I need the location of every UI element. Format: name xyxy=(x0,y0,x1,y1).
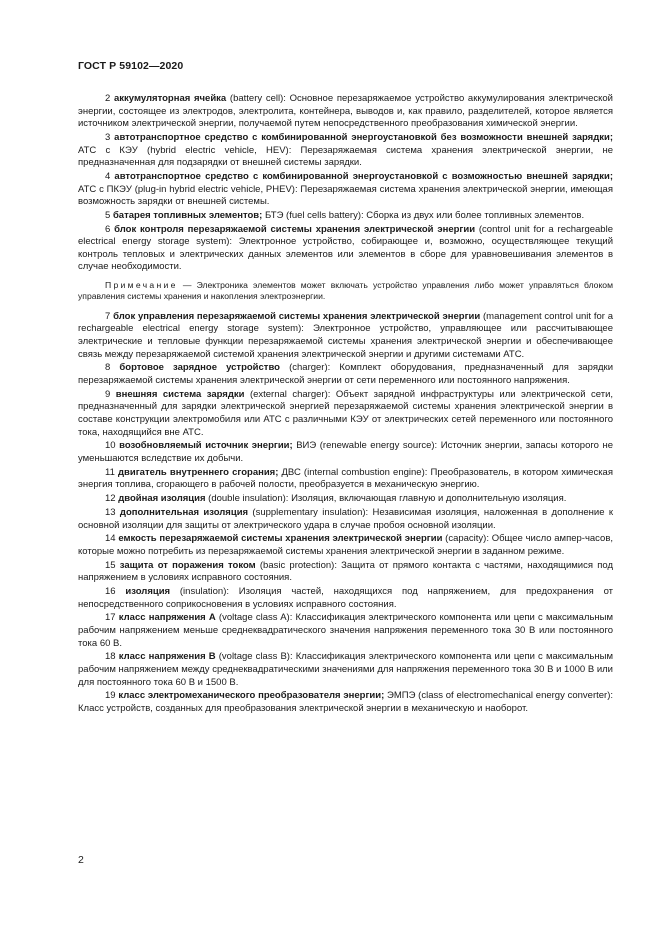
term-entry xyxy=(78,467,613,492)
term-entry xyxy=(78,362,613,387)
term-entry xyxy=(78,586,613,611)
term-name: изоляция xyxy=(125,586,171,598)
term-entry xyxy=(78,389,613,439)
term-name: емкость перезаряжаемой системы хранения электрической энергии xyxy=(118,533,443,545)
term-name: бортовое зарядное устройство xyxy=(119,362,280,374)
term-definition: (double insulation): Изоляция, включающая главную и дополнительную изоляция. xyxy=(205,493,567,505)
term-number: 3 xyxy=(105,131,111,143)
term-definition: АТС с КЭУ (hybrid electric vehicle, HEV): Перезаряжаемая система хранения электрической энергии, не предназначенная для подзарядки от внешней системы зарядки. xyxy=(78,144,613,169)
term-entry xyxy=(78,171,613,209)
term-entry xyxy=(78,311,613,361)
term-number: 15 xyxy=(105,559,116,571)
term-entry xyxy=(78,612,613,650)
term-name: двойная изоляция xyxy=(118,493,206,505)
term-definition: АТС с ПКЭУ (plug-in hybrid electric vehicle, PHEV): Перезаряжаемая система хранения электрической энергии, имеющая возможность зарядки от внешней системы. xyxy=(78,183,613,208)
term-number: 7 xyxy=(105,310,111,322)
term-definition: (external charger): Объект зарядной инфраструктуры или электрической сети, предназначенный для зарядки электрической энергией перезаряжаемой системы хранения электрической энергии в составе конструкции электромобиля или АТС с различными КЭУ от электрических сетей переменного или постоянного тока, находящийся вне АТС. xyxy=(78,388,614,438)
term-definition: (basic protection): Защита от прямого контакта с частями, находящимися под напряжением в условиях исправного состояния. xyxy=(78,559,613,584)
term-number: 10 xyxy=(105,440,116,452)
term-number: 16 xyxy=(105,586,116,598)
term-entry xyxy=(78,132,613,170)
terms-list-before-note xyxy=(78,93,613,274)
term-name: блок контроля перезаряжаемой системы хранения электрической энергии xyxy=(114,223,476,235)
term-number: 6 xyxy=(105,223,111,235)
term-number: 17 xyxy=(105,612,116,624)
term-name: дополнительная изоляция xyxy=(119,506,249,518)
term-name: аккумуляторная ячейка xyxy=(114,93,227,104)
term-name: блок управления перезаряжаемой системы хранения электрической энергии xyxy=(113,310,481,322)
term-number: 12 xyxy=(105,493,116,505)
term-number: 19 xyxy=(105,690,116,702)
term-definition: ДВС (internal combustion engine): Преобразователь, в котором химическая энергия топлива, сгорающего в рабочей полости, преобразуется в механическую энергию. xyxy=(78,466,613,491)
term-entry xyxy=(78,507,613,532)
term-name: внешняя система зарядки xyxy=(115,388,245,400)
term-definition: (charger): Комплект оборудования, предназначенный для зарядки перезаряжаемой системы хранения электрической энергии от сети переменного или постоянного напряжения. xyxy=(78,362,613,387)
term-name: двигатель внутреннего сгорания; xyxy=(118,466,282,478)
term-number: 13 xyxy=(105,506,116,518)
term-entry xyxy=(78,224,613,274)
term-name: класс напряжения В xyxy=(118,651,216,663)
term-name: класс электромеханического преобразователя энергии; xyxy=(118,690,388,702)
note-label: Примечание xyxy=(105,280,178,291)
term-name: защита от поражения током xyxy=(119,559,256,571)
term-number: 8 xyxy=(105,362,111,374)
term-definition: (voltage class A): Классификация электрического компонента или цепи с максимальным рабочим напряжением меньше среднеквадратического значения напряжения переменного тока 30 В или постоянного тока 60 В. xyxy=(78,612,614,649)
term-entry xyxy=(78,493,613,506)
term-name: батарея топливных элементов; xyxy=(112,209,265,221)
document-page xyxy=(78,60,613,717)
term-entry xyxy=(78,651,613,689)
term-definition: (battery cell): Основное перезаряжаемое устройство аккумулирования электрической энергии, состоящее из электродов, электролита, контейнера, выводов и, как правило, разделителей, которое является источником электрической энергии, получаемой путем непосредственного преобразования химической энергии. xyxy=(78,93,613,130)
term-entry xyxy=(78,533,613,558)
term-number: 4 xyxy=(105,170,111,182)
term-name: класс напряжения А xyxy=(118,612,216,624)
term-definition: (control unit for a rechargeable electrical energy storage system): Электронное устройство, собирающее и, возможно, осуществляющее текущий контроль тепловых и электрических данных элементов или элементов в сборе для уравновешивания элементов в случае необходимости. xyxy=(78,223,613,273)
term-definition: (insulation): Изоляция частей, находящихся под напряжением, для предохранения от непосредственного соприкосновения в условиях исправного состояния. xyxy=(78,586,613,610)
term-entry xyxy=(78,210,613,223)
term-definition: ВИЭ (renewable energy source): Источник энергии, запасы которого не уменьшаются вследствие их добычи. xyxy=(78,440,613,464)
term-number: 14 xyxy=(105,533,116,545)
term-definition: БТЭ (fuel cells battery): Сборка из двух или более топливных элементов. xyxy=(264,209,585,221)
term-entry xyxy=(78,440,613,465)
term-entry xyxy=(78,560,613,585)
term-name: автотранспортное средство с комбинированной энергоустановкой без возможности внешней зарядки; xyxy=(114,131,614,143)
term-name: возобновляемый источник энергии; xyxy=(119,440,297,452)
term-definition: (voltage class B): Классификация электрического компонента или цепи с максимальным рабочим напряжением между среднеквадратическими значениями для напряжения переменного тока 30 В и 1000 В или для постоянного тока 60 В и 1500 В. xyxy=(78,651,613,688)
page-number: 2 xyxy=(78,854,84,866)
term-name: автотранспортное средство с комбинированной энергоустановкой с возможностью внешней зарядки; xyxy=(114,170,613,182)
term-definition: (capacity): Общее число ампер-часов, которые можно потребить из перезаряжаемой системы хранения электрической энергии в заданном режиме. xyxy=(78,533,614,557)
term-number: 9 xyxy=(105,388,111,400)
note-text: — Электроника элементов может включать устройство управления либо может управляться блоком управления системы хранения и накопления электроэнергии. xyxy=(78,280,613,302)
note-paragraph xyxy=(78,280,613,303)
term-definition: ЭМПЭ (class of electromechanical energy converter): Класс устройств, созданных для преобразования электрической энергии в механическую и наоборот. xyxy=(78,690,614,714)
term-number: 11 xyxy=(105,466,115,478)
term-number: 18 xyxy=(105,651,116,663)
term-entry xyxy=(78,93,613,131)
term-number: 5 xyxy=(105,209,111,221)
term-number: 2 xyxy=(105,93,111,104)
term-definition: (supplementary insulation): Независимая изоляция, наложенная в дополнение к основной изоляции для защиты от электрического удара в случае пробоя основной изоляции. xyxy=(78,506,614,531)
document-header: ГОСТ Р 59102—2020 xyxy=(78,60,184,72)
term-definition: (management control unit for a rechargeable electrical energy storage system): Электронное устройство, управляющее или рассчитывающее электрические и тепловые функции перезаряжаемой системы хранения электрической энергии и обеспечивающее связь между перезаряжаемой системой хранения электрической энергии и другими системами АТС. xyxy=(78,310,614,360)
terms-list-after-note xyxy=(78,311,613,716)
term-entry xyxy=(78,690,613,715)
